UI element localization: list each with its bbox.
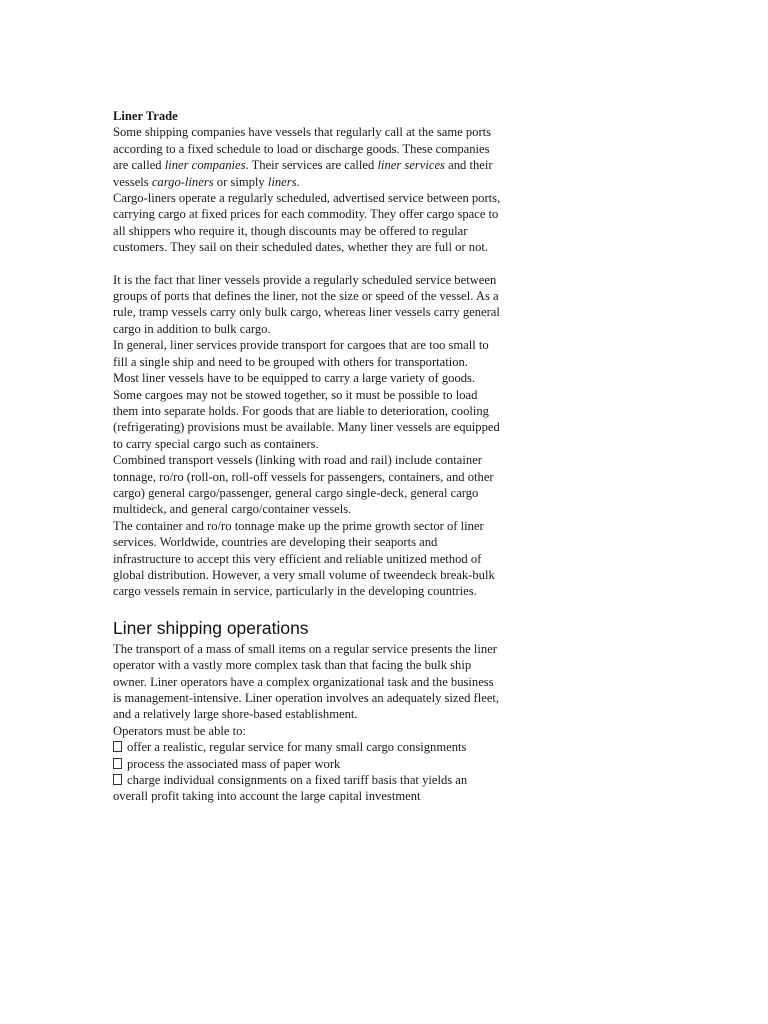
bullet-box-icon bbox=[113, 741, 122, 752]
term-liner-companies: liner companies bbox=[164, 158, 246, 173]
term-cargo-liners: cargo-liners bbox=[151, 174, 214, 189]
paragraph-combined-transport: Combined transport vessels (linking with road and rail) include container tonnage, ro/ro (roll-on, roll-off vessels for passengers, containers, and other cargo) general cargo/passenger, general cargo single-deck, general cargo multideck, and general cargo/container vessels. bbox=[113, 453, 494, 517]
bullet-box-icon bbox=[113, 774, 122, 785]
term-liners: liners bbox=[267, 174, 297, 189]
list-item: offer a realistic, regular service for many small cargo consignments bbox=[113, 739, 503, 755]
list-item: process the associated mass of paper work bbox=[113, 756, 503, 772]
paragraph-equipment: Most liner vessels have to be equipped to carry a large variety of goods. Some cargoes may not be stowed together, so it must be possible to load them into separate holds. For goods that are liable to deterioration, cooling (refrigerating) provisions must be available. Many liner vessels are equipped to carry special cargo such as containers. bbox=[113, 371, 500, 451]
paragraph-cargo-liners: Cargo-liners operate a regularly scheduled, advertised service between ports, carrying cargo at fixed prices for each commodity. They offer cargo space to all shippers who require it, though discounts may be offered to regular customers. They sail on their scheduled dates, whether they are full or not. bbox=[113, 191, 501, 255]
paragraph-liner-definition: It is the fact that liner vessels provide a regularly scheduled service between groups of ports that defines the liner, not the size or speed of the vessel. As a rule, tramp vessels carry only bulk cargo, whereas liner vessels carry general cargo in addition to bulk cargo. bbox=[113, 272, 500, 336]
term-liner-services: liner services bbox=[377, 158, 445, 173]
list-item: charge individual consignments on a fixed tariff basis that yields an overall profit taking into account the large capital investment bbox=[113, 773, 468, 804]
paragraph-small-cargoes: In general, liner services provide transport for cargoes that are too small to fill a single ship and need to be grouped with others for transportation. bbox=[113, 338, 489, 369]
paragraph-liner-companies: Some shipping companies have vessels that regularly call at the same ports according to a fixed schedule to load or discharge goods. These companies are called liner companies. Their services are called liner services and their vessels cargo-liners or simply liners. bbox=[113, 125, 493, 189]
paragraph-gap bbox=[113, 256, 503, 272]
section-heading-liner-trade: Liner Trade bbox=[113, 109, 178, 123]
bullet-box-icon bbox=[113, 758, 122, 769]
document-page bbox=[113, 108, 503, 805]
paragraph-operators-must: Operators must be able to: bbox=[113, 723, 246, 738]
paragraph-operations-intro: The transport of a mass of small items on a regular service presents the liner operator with a vastly more complex task than that facing the bulk ship owner. Liner operators have a complex organizational task and the business is management-intensive. Liner operation involves an adequately sized fleet, and a relatively large shore-based establishment. bbox=[113, 641, 500, 722]
section-heading-liner-shipping-operations: Liner shipping operations bbox=[113, 617, 309, 638]
paragraph-growth-sector: The container and ro/ro tonnage make up the prime growth sector of liner services. Worldwide, countries are developing their seaports and infrastructure to accept this very efficient and reliable unitized method of global distribution. However, a very small volume of tweendeck break-bulk cargo vessels remain in service, particularly in the developing countries. bbox=[113, 518, 495, 599]
